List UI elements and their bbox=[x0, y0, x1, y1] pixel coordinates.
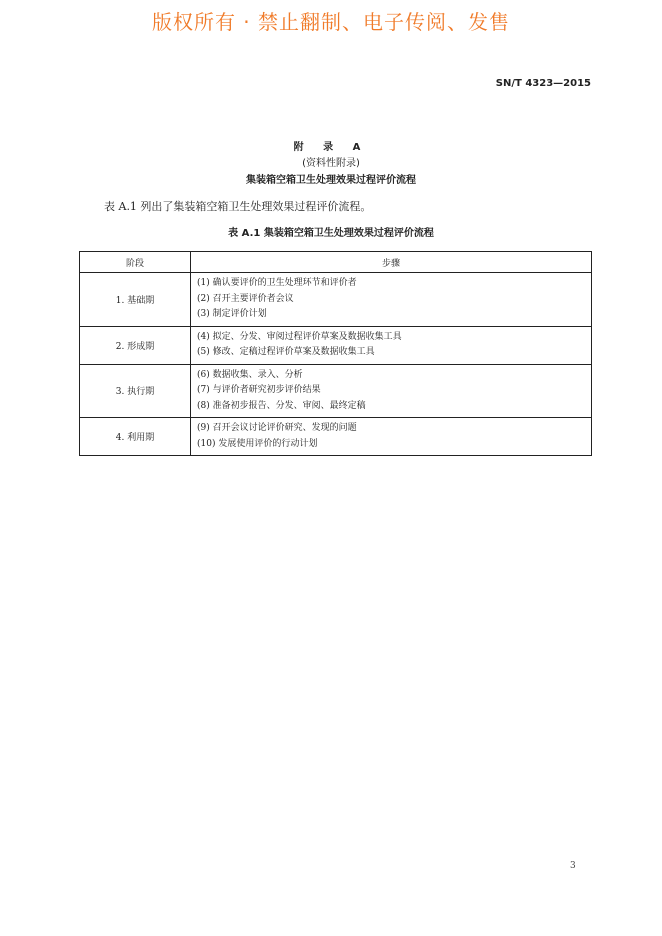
step-item: (10) 发展使用评价的行动计划 bbox=[197, 438, 318, 449]
table-row bbox=[80, 364, 592, 418]
stage-cell: 2. 形成期 bbox=[80, 326, 191, 364]
step-item: (1) 确认要评价的卫生处理环节和评价者 bbox=[197, 278, 357, 288]
stage-cell: 3. 执行期 bbox=[80, 364, 191, 418]
steps-cell bbox=[191, 273, 592, 327]
table-caption: 表 A.1 集装箱空箱卫生处理效果过程评价流程 bbox=[228, 228, 434, 239]
watermark-text: 版权所有 · 禁止翻制、电子传阅、发售 bbox=[151, 10, 511, 34]
steps-cell bbox=[191, 364, 592, 418]
header-steps: 步骤 bbox=[191, 252, 592, 273]
process-table bbox=[79, 251, 592, 456]
stage-cell: 4. 利用期 bbox=[80, 418, 191, 456]
steps-cell bbox=[191, 418, 592, 456]
step-item: (8) 准备初步报告、分发、审阅、最终定稿 bbox=[197, 400, 366, 411]
standard-code: SN/T 4323—2015 bbox=[495, 78, 591, 89]
step-item: (6) 数据收集、录入、分析 bbox=[197, 369, 303, 380]
step-item: (7) 与评价者研究初步评价结果 bbox=[197, 385, 321, 395]
step-item: (4) 拟定、分发、审阅过程评价草案及数据收集工具 bbox=[197, 331, 402, 342]
step-item: (5) 修改、定稿过程评价草案及数据收集工具 bbox=[197, 347, 375, 357]
appendix-title: 附 录 A bbox=[293, 142, 369, 153]
step-item: (3) 制定评价计划 bbox=[197, 309, 267, 319]
intro-paragraph: 表 A.1 列出了集装箱空箱卫生处理效果过程评价流程。 bbox=[104, 200, 372, 213]
step-item: (9) 召开会议讨论评价研究、发现的问题 bbox=[197, 423, 357, 433]
appendix-subtitle: (资料性附录) bbox=[302, 158, 360, 169]
table-header-row bbox=[80, 252, 592, 273]
appendix-heading: 集装箱空箱卫生处理效果过程评价流程 bbox=[246, 175, 416, 186]
header-stage: 阶段 bbox=[80, 252, 191, 273]
table-row bbox=[80, 418, 592, 456]
stage-cell: 1. 基础期 bbox=[80, 273, 191, 327]
steps-cell bbox=[191, 326, 592, 364]
step-item: (2) 召开主要评价者会议 bbox=[197, 293, 294, 304]
page-number: 3 bbox=[570, 861, 576, 871]
table-row bbox=[80, 326, 592, 364]
table-row bbox=[80, 273, 592, 327]
